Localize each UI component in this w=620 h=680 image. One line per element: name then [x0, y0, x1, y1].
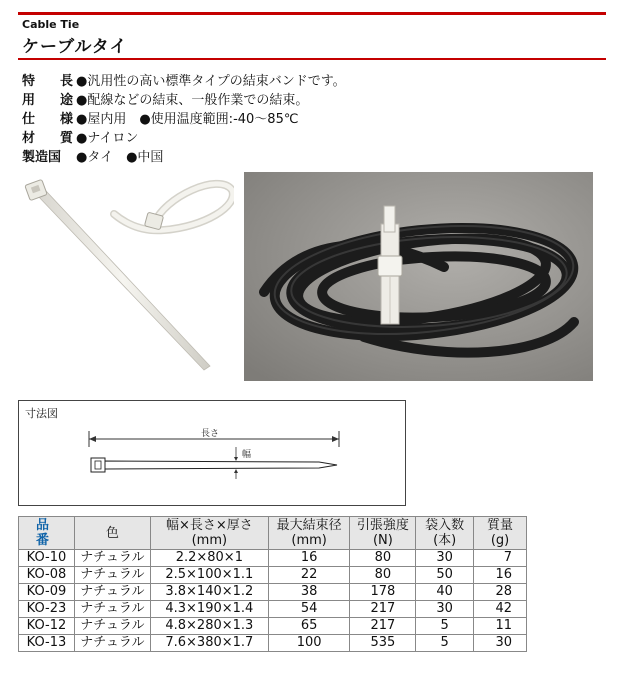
- spec-value: ●タイ ●中国: [76, 150, 164, 165]
- header-size: 幅×長さ×厚さ (mm): [150, 517, 268, 550]
- header-code: 品 番: [19, 517, 75, 550]
- cell-mass: 7: [474, 550, 527, 567]
- cell-color: ナチュラル: [74, 584, 150, 601]
- spec-value: ●屋内用 ●使用温度範囲:-40～85℃: [76, 112, 299, 127]
- straight-cable-tie: [25, 179, 210, 370]
- header-top-rule: [18, 12, 606, 15]
- cell-qty: 50: [416, 567, 474, 584]
- cell-qty: 5: [416, 618, 474, 635]
- header-qty: 袋入数 (本): [416, 517, 474, 550]
- cell-size: 4.8×280×1.3: [150, 618, 268, 635]
- product-photo: [14, 172, 234, 382]
- cell-size: 4.3×190×1.4: [150, 601, 268, 618]
- table-header-row: [19, 517, 527, 550]
- length-label: 長さ: [201, 429, 220, 439]
- looped-cable-tie: [114, 184, 233, 230]
- spec-row-features: [22, 72, 346, 91]
- page-subtitle: Cable Tie: [22, 18, 80, 31]
- cell-mass: 30: [474, 635, 527, 652]
- cell-code: KO-23: [19, 601, 75, 618]
- cell-code: KO-12: [19, 618, 75, 635]
- table-row: [19, 567, 527, 584]
- cell-code: KO-09: [19, 584, 75, 601]
- diagram-title: 寸法図: [25, 407, 58, 420]
- cable-tie-on-coil: [378, 206, 402, 324]
- header-mass: 質量 (g): [474, 517, 527, 550]
- dimension-diagram: [18, 400, 406, 506]
- cell-tensile: 80: [350, 567, 416, 584]
- cell-size: 2.5×100×1.1: [150, 567, 268, 584]
- cell-tensile: 217: [350, 601, 416, 618]
- cell-mass: 42: [474, 601, 527, 618]
- spec-row-material: [22, 129, 346, 148]
- header-color: 色: [74, 517, 150, 550]
- coil-photo: [244, 172, 593, 381]
- spec-label: 仕 様: [22, 112, 80, 127]
- spec-label: 用 途: [22, 93, 80, 108]
- cell-color: ナチュラル: [74, 601, 150, 618]
- cell-mass: 28: [474, 584, 527, 601]
- spec-label: 材 質: [22, 131, 80, 146]
- cell-qty: 40: [416, 584, 474, 601]
- spec-list: [22, 72, 346, 167]
- dimension-drawing: [19, 401, 405, 505]
- cell-qty: 30: [416, 550, 474, 567]
- cell-max-diameter: 22: [268, 567, 350, 584]
- spec-row-usage: [22, 91, 346, 110]
- cell-size: 3.8×140×1.2: [150, 584, 268, 601]
- header-title-rule: [18, 58, 606, 60]
- cell-mass: 11: [474, 618, 527, 635]
- cell-max-diameter: 100: [268, 635, 350, 652]
- table-row: [19, 601, 527, 618]
- header-tensile: 引張強度 (N): [350, 517, 416, 550]
- cell-code: KO-13: [19, 635, 75, 652]
- cell-color: ナチュラル: [74, 550, 150, 567]
- cell-color: ナチュラル: [74, 618, 150, 635]
- table-row: [19, 635, 527, 652]
- cell-max-diameter: 38: [268, 584, 350, 601]
- page-title: ケーブルタイ: [22, 37, 128, 57]
- cell-color: ナチュラル: [74, 635, 150, 652]
- spec-value: ●ナイロン: [76, 131, 139, 146]
- cell-code: KO-10: [19, 550, 75, 567]
- table-row: [19, 550, 527, 567]
- cell-code: KO-08: [19, 567, 75, 584]
- cell-max-diameter: 54: [268, 601, 350, 618]
- spec-label: 特 長: [22, 74, 80, 89]
- width-label: 幅: [242, 450, 252, 460]
- table-row: [19, 618, 527, 635]
- spec-value: ●配線などの結束、一般作業での結束。: [76, 93, 309, 108]
- cell-size: 2.2×80×1: [150, 550, 268, 567]
- cell-tensile: 80: [350, 550, 416, 567]
- spec-row-origin: [22, 148, 346, 167]
- cell-color: ナチュラル: [74, 567, 150, 584]
- spec-value: ●汎用性の高い標準タイプの結束バンドです。: [76, 74, 346, 89]
- cell-tensile: 217: [350, 618, 416, 635]
- table-row: [19, 584, 527, 601]
- cell-qty: 5: [416, 635, 474, 652]
- cell-tensile: 535: [350, 635, 416, 652]
- cell-qty: 30: [416, 601, 474, 618]
- spec-label: 製造国: [22, 150, 62, 165]
- header-max-diameter: 最大結束径 (mm): [268, 517, 350, 550]
- cell-mass: 16: [474, 567, 527, 584]
- cell-size: 7.6×380×1.7: [150, 635, 268, 652]
- spec-row-specification: [22, 110, 346, 129]
- cell-tensile: 178: [350, 584, 416, 601]
- cell-max-diameter: 65: [268, 618, 350, 635]
- spec-table: [18, 516, 527, 652]
- cell-max-diameter: 16: [268, 550, 350, 567]
